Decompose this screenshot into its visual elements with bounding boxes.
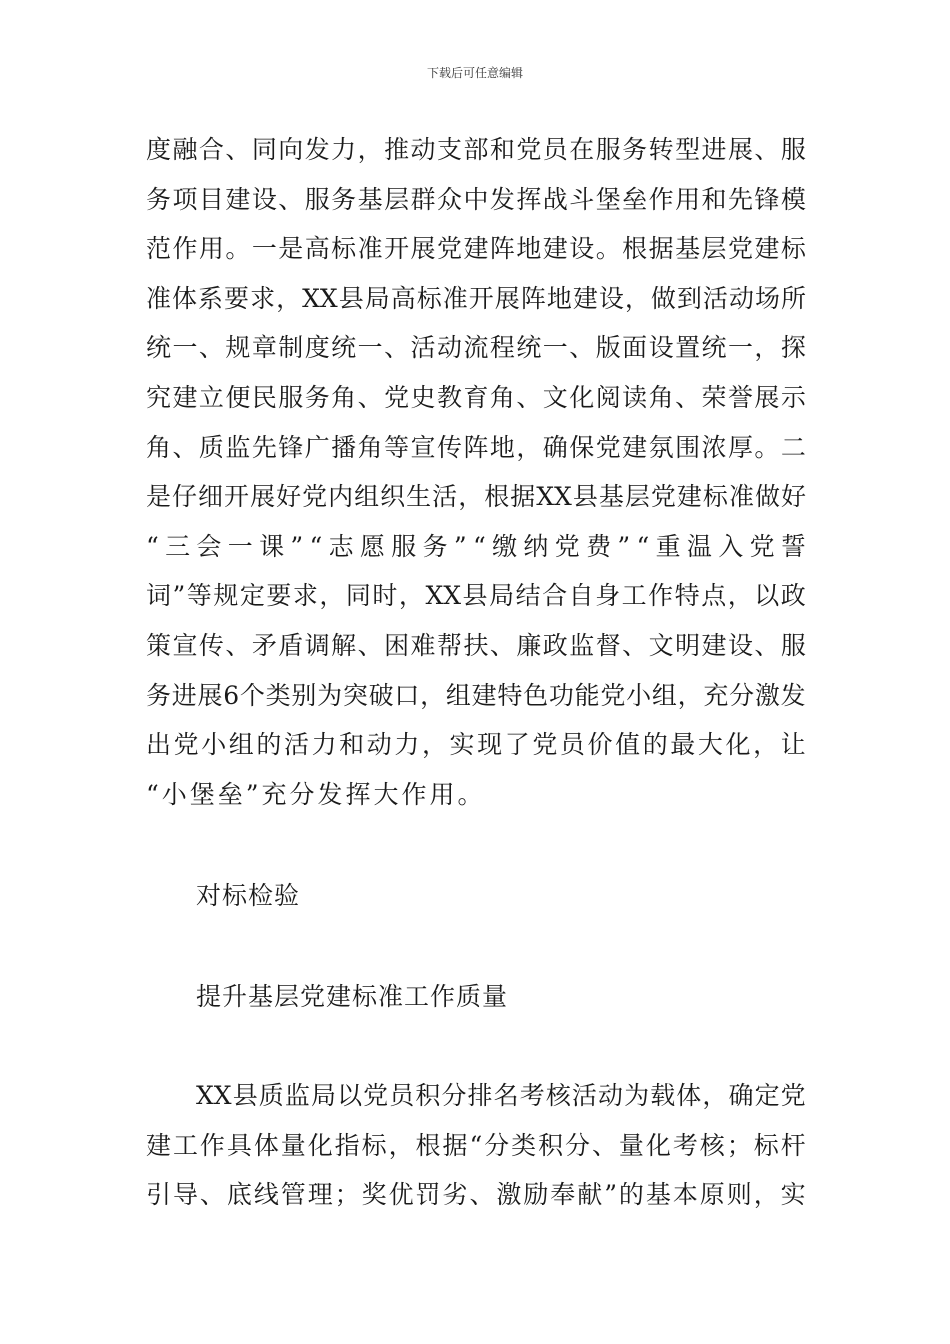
section-heading-benchmark: 对标检验 <box>196 881 301 910</box>
text-line: 是 仔 细 开 展 好 党 内 组 织 生 活 ， 根 据 XX 县 基 层 党 建 标 准 做 好 <box>146 482 806 512</box>
text-line: 出 党 小 组 的 活 力 和 动 力 ， 实 现 了 党 员 价 值 的 最 大 化 ， 让 <box>146 730 806 760</box>
text-line: 务 项 目 建 设 、 服 务 基 层 群 众 中 发 挥 战 斗 堡 垒 作 用 和 先 锋 模 <box>146 184 806 214</box>
section-heading-quality: 提升基层党建标准工作质量 <box>196 982 509 1011</box>
text-line: 引 导 、 底 线 管 理 ； 奖 优 罚 劣 、 激 励 奉 献 ” 的 基 本 原 则 ， 实 <box>146 1180 806 1210</box>
text-line: 范 作 用 。 一 是 高 标 准 开 展 党 建 阵 地 建 设 。 根 据 基 层 党 建 标 <box>146 234 806 264</box>
text-line: 词 ” 等 规 定 要 求 ， 同 时 ， XX 县 局 结 合 自 身 工 作 特 点 ， 以 政 <box>146 581 806 611</box>
text-line: 统 一 、 规 章 制 度 统 一 、 活 动 流 程 统 一 、 版 面 设 置 统 一 ， 探 <box>146 333 806 363</box>
text-line: 务 进 展 6 个 类 别 为 突 破 口 ， 组 建 特 色 功 能 党 小 组 ， 充 分 激 发 <box>146 680 806 710</box>
text-line: 策 宣 传 、 矛 盾 调 解 、 困 难 帮 扶 、 廉 政 监 督 、 文 明 建 设 、 服 <box>146 631 806 660</box>
text-line: 角 、 质 监 先 锋 广 播 角 等 宣 传 阵 地 ， 确 保 党 建 氛 围 浓 厚 。 二 <box>146 432 806 462</box>
text-line: 建 工 作 具 体 量 化 指 标 ， 根 据 “ 分 类 积 分 、 量 化 考 核 ； 标 杆 <box>146 1130 806 1160</box>
text-line: 度 融 合 、 同 向 发 力 ， 推 动 支 部 和 党 员 在 服 务 转 型 进 展 、 服 <box>146 135 806 164</box>
text-line: 究 建 立 便 民 服 务 角 、 党 史 教 育 角 、 文 化 阅 读 角 、 荣 誉 展 示 <box>146 383 806 412</box>
text-line: XX 县 质 监 局 以 党 员 积 分 排 名 考 核 活 动 为 载 体 ， 确 定 党 <box>196 1081 806 1110</box>
text-line: 准 体 系 要 求 ， XX 县 局 高 标 准 开 展 阵 地 建 设 ， 做 到 活 动 场 所 <box>146 283 806 313</box>
page-header: 下载后可任意编辑 <box>426 66 523 80</box>
text-line: “ 三 会 一 课 ” “ 志 愿 服 务 ” “ 缴 纳 党 费 ” “ 重 温 入 党 誓 <box>146 531 806 561</box>
text-line: “小堡垒”充分发挥大作用。 <box>146 779 486 809</box>
